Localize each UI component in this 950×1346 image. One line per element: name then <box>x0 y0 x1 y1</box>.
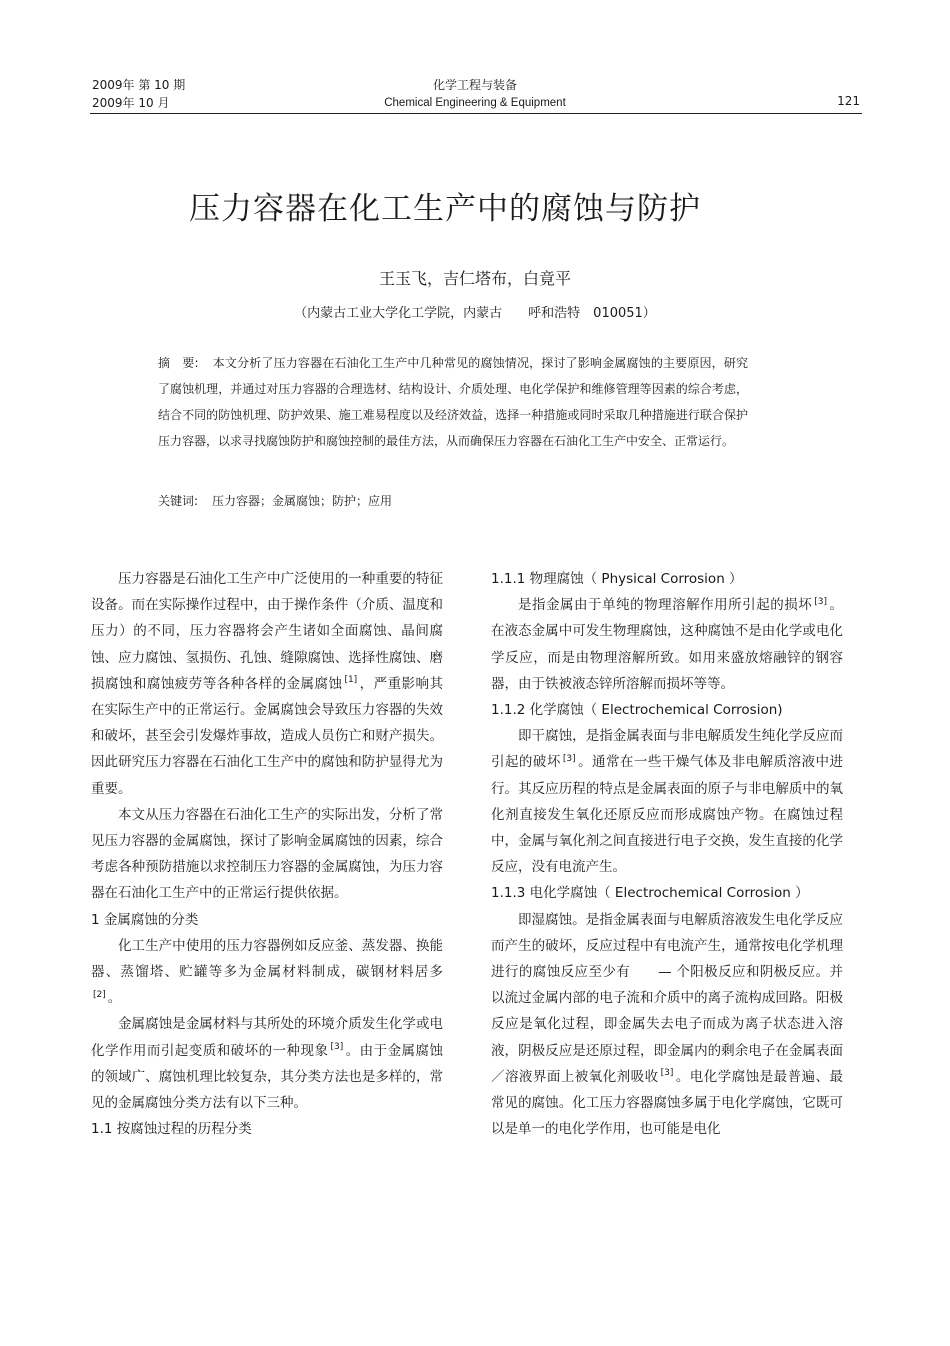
body-paragraph: 化工生产中使用的压力容器例如反应釜、蒸发器、换能器、蒸馏塔、贮罐等多为金属材料制成，碳钢材料居多[2] 。 <box>91 937 443 1007</box>
header-left <box>92 76 185 112</box>
header-divider <box>90 113 862 114</box>
abstract-text: 本文分析了压力容器在石油化工生产中几种常见的腐蚀情况，探讨了影响金属腐蚀的主要原因，研究了腐蚀机理，并通过对压力容器的合理选材、结构设计、介质处理、电化学保护和维修管理等因素的综合考虑，结合不同的防蚀机理、防护效果、施工难易程度以及经济效益，选择一种措施或同时采取几种措施进行联合保护压力容器，以求寻找腐蚀防护和腐蚀控制的最佳方法，从而确保压力容器在石油化工生产中安全、正常运行。 <box>158 356 748 448</box>
journal-name-cn: 化学工程与装备 <box>432 78 517 92</box>
page-number: 121 <box>837 94 860 108</box>
citation: [3] <box>562 753 576 764</box>
author-list: 王玉飞，吉仁塔布，白竟平 <box>378 269 571 288</box>
issue-label: 2009年 第 10 期 <box>92 78 186 92</box>
subsection-heading: 1.1.2 化学腐蚀（ Electrochemical Corrosion) <box>491 702 783 719</box>
citation: [3] <box>814 596 827 607</box>
month-label: 2009年 10 月 <box>92 96 170 110</box>
body-paragraph: 是指金属由于单纯的物理溶解作用所引起的损坏 [3] 。在液态金属中可发生物理腐蚀，这种腐蚀不是由化学或电化学反应，而是由物理溶解所致。如用来盛放熔融锌的钢容器，由于铁被液态锌所溶解而损坏等等。 <box>491 596 844 692</box>
keywords-label: 关键词: <box>158 494 199 508</box>
citation: [1] <box>344 675 358 686</box>
right-column <box>491 566 843 1142</box>
citation: [3] <box>660 1068 674 1079</box>
article-title: 压力容器在化工生产中的腐蚀与防护 <box>189 191 701 227</box>
affiliation: （内蒙古工业大学化工学院，内蒙古 呼和浩特 010051） <box>294 306 656 321</box>
citation: [3] <box>330 1042 344 1053</box>
left-column <box>91 566 443 1142</box>
subsection-heading: 1.1 按腐蚀过程的历程分类 <box>91 1121 252 1138</box>
subsection-heading: 1.1.1 物理腐蚀（ Physical Corrosion ） <box>491 571 743 587</box>
section-heading: 1 金属腐蚀的分类 <box>91 911 199 928</box>
body-paragraph: 本文从压力容器在石油化工生产的实际出发，分析了常见压力容器的金属腐蚀，探讨了影响金属腐蚀的因素，综合考虑各种预防措施以求控制压力容器的金属腐蚀，为压力容器在石油化工生产中的正常运行提供依据。 <box>91 806 443 902</box>
journal-name-en: Chemical Engineering & Equipment <box>384 97 566 109</box>
citation: [2] <box>93 989 106 1000</box>
keywords-text: 压力容器；金属腐蚀；防护；应用 <box>212 494 393 508</box>
keywords <box>158 490 748 512</box>
abstract-label: 摘 要: <box>158 356 199 370</box>
body-paragraph: 压力容器是石油化工生产中广泛使用的一种重要的特征设备。而在实际操作过程中，由于操作条件（介质、温度和压力）的不同，压力容器将会产生诸如全面腐蚀、晶间腐蚀、应力腐蚀、氢损伤、孔蚀、缝隙腐蚀、选择性腐蚀、磨损腐蚀和腐蚀疲劳等各种各样的金属腐蚀 [1] ，严重影响其在实际生产中的正常运行。金属腐蚀会导致压力容器的失效和破坏，甚至会引发爆炸事故，造成人员伤亡和财产损失。因此研究压力容器在石油化工生产中的腐蚀和防护显得尤为重要。 <box>91 571 443 797</box>
body-paragraph: 即干腐蚀，是指金属表面与非电解质发生纯化学反应而引起的破坏 [3] 。通常在一些干燥气体及非电解质溶液中进行。其反应历程的特点是金属表面的原子与非电解质中的氧化剂直接发生氧化还原反应而形成腐蚀产物。在腐蚀过程中，金属与氧化剂之间直接进行电子交换，发生直接的化学反应，没有电流产生。 <box>491 728 843 876</box>
body-paragraph: 金属腐蚀是金属材料与其所处的环境介质发生化学或电化学作用而引起变质和破坏的一种现象 [3] 。由于金属腐蚀的领域广、腐蚀机理比较复杂，其分类方法也是多样的，常见的金属腐蚀分类方法有以下三种。 <box>91 1016 443 1112</box>
subsection-heading: 1.1.3 电化学腐蚀（ Electrochemical Corrosion ） <box>491 885 809 902</box>
abstract <box>158 350 748 454</box>
journal-header <box>350 76 600 112</box>
body-paragraph: 即湿腐蚀。是指金属表面与电解质溶液发生电化学反应而产生的破坏，反应过程中有电流产生，通常按电化学机理进行的腐蚀反应至少有 — 个阳极反应和阴极反应。并以流过金属内部的电子流和介质中的离子流构成回路。阳极反应是氧化过程，即金属失去电子而成为离子状态进入溶液，阴极反应是还原过程，即金属内的剩余电子在金属表面／溶液界面上被氧化剂吸收 [3] 。电化学腐蚀是最普遍、最常见的腐蚀。化工压力容器腐蚀多属于电化学腐蚀，它既可以是单一的电化学作用，也可能是电化 <box>491 911 843 1138</box>
